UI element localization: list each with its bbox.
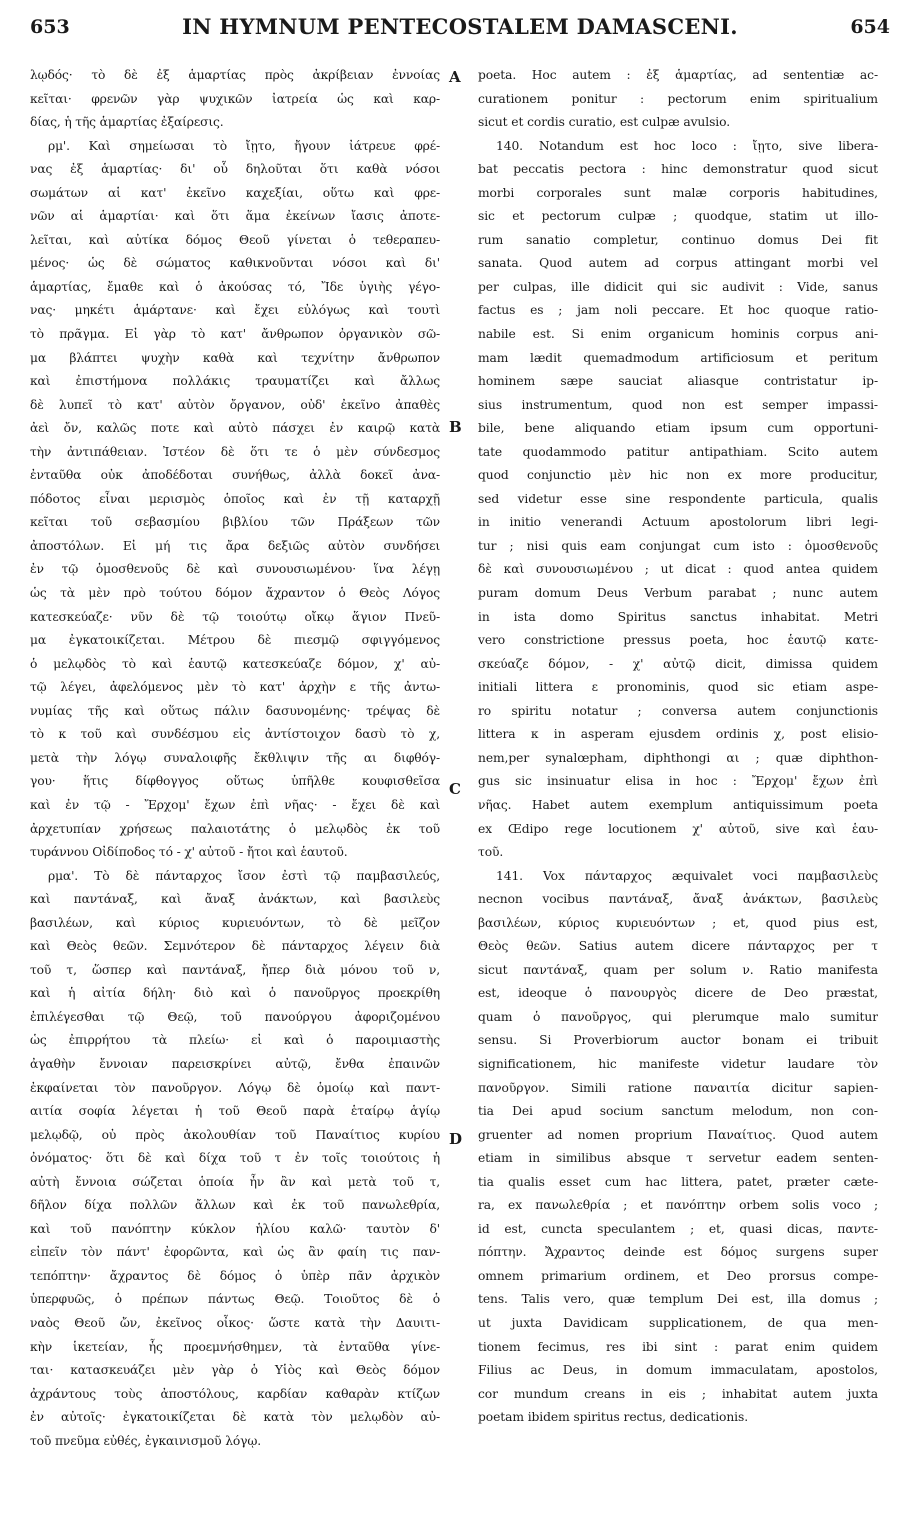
text-line: καὶ τοῦ πανόπτην κύκλον ἡλίου καλῶ· ταυτὸν δ' — [30, 1221, 440, 1236]
text-line: τοῦ τ, ὥσπερ καὶ παντάναξ, ἤπερ διὰ μόνου τοῦ ν, — [30, 962, 440, 977]
text-line: sius instrumentum, quod non est semper impassi- — [478, 397, 878, 412]
margin-marker-b: B — [449, 418, 462, 436]
text-line: tia Dei apud socium sanctum melodum, non con- — [478, 1104, 878, 1119]
text-line: 141. Vox πάνταρχος æquivalet voci παμβασιλεὺς — [496, 868, 878, 883]
text-line: tur ; nisi quis eam conjungat cum isto : ὁμοσθενοῦς — [478, 538, 878, 553]
text-line: μετὰ τὴν λόγῳ συναλοιφῆς ἔκθλιψιν τῆς αι διφθόγ- — [30, 750, 440, 765]
text-line: ἐν αὐτοῖς· ἐγκατοικίζεται δὲ κατὰ τὸν μελῳδὸν αὐ- — [30, 1410, 440, 1425]
text-line: sicut παντάναξ, quam per solum ν. Ratio manifesta — [478, 962, 878, 977]
text-line: littera κ in asperam ejusdem ordinis χ, post elisio- — [478, 727, 878, 742]
text-line: vero constrictione pressus poeta, hoc ἑαυτῷ κατε- — [478, 633, 878, 648]
text-line: tia qualis esset cum hac littera, patet, præter cæte- — [478, 1174, 878, 1189]
text-line: ἐκφαίνεται τὸν πανοῦργον. Λόγῳ δὲ ὁμοίῳ καὶ παντ- — [30, 1080, 440, 1095]
text-line: μα ἐγκατοικίζεται. Μέτρου δὲ πιεσμῷ σφιγγόμενος — [30, 633, 440, 648]
greek-text-column — [30, 64, 440, 1453]
text-line: nabile est. Si enim organicum hominis corpus ani- — [478, 327, 878, 342]
text-line: ὁ μελῳδὸς τὸ καὶ ἑαυτῷ κατεσκεύαζε δόμον, χ' αὐ- — [30, 656, 440, 671]
text-line: factus es ; jam noli peccare. Et hoc quoque ratio- — [478, 303, 878, 318]
text-line: δίας, ἡ τῆς ἁμαρτίας ἐξαίρεσις. — [30, 115, 224, 130]
text-line: quam ὁ πανοῦργος, qui plerumque malo sumitur — [478, 1009, 878, 1024]
text-line: in ista domo Spiritus sanctus inhabitat. Metri — [478, 609, 878, 624]
text-line: ut juxta Davidicam supplicationem, de qua men- — [478, 1315, 878, 1330]
text-line: εἰπεῖν τὸν πάντ' ἐφορῶντα, καὶ ὡς ἂν φαίη τις παν- — [30, 1245, 440, 1260]
text-line: poeta. Hoc autem : ἐξ ἁμαρτίας, ad sententiæ ac- — [478, 68, 878, 82]
margin-marker-d: D — [449, 1130, 463, 1148]
text-line: id est, cuncta speculantem ; et, quasi dicas, παντε- — [478, 1221, 878, 1236]
text-line: ὡς ἐπιρρήτου τὰ πλείω· εἰ καὶ ὁ παροιμιαστὴς — [30, 1033, 440, 1048]
text-line: in initio venerandi Actuum apostolorum libri legi- — [478, 515, 878, 530]
text-line: τὸ πρᾶγμα. Εἰ γὰρ τὸ κατ' ἄνθρωπον ὀργανικὸν σῶ- — [30, 327, 440, 342]
text-line: βασιλέων, καὶ κύριος κυριευόντων, τὸ δὲ μεῖζον — [30, 915, 440, 930]
text-line: poetam ibidem spiritus rectus, dedicationis. — [478, 1410, 749, 1425]
text-line: δῆλον δίχα πολλῶν ἄλλων καὶ ἐκ τοῦ πανωλεθρία, — [30, 1198, 440, 1213]
text-line: τεπόπτην· ἄχραντος δὲ δόμος ὁ ὑπὲρ πᾶν ἀρχικὸν — [30, 1268, 440, 1283]
text-line: bile, bene aliquando etiam ipsum cum opportuni- — [478, 421, 878, 436]
text-line: πανοῦργον. Simili ratione παναιτία dicitur sapien- — [478, 1080, 878, 1095]
text-line: κατεσκεύαζε· νῦν δὲ τῷ τοιούτῳ οἴκῳ ἅγιον Πνεῦ- — [30, 609, 440, 624]
text-line: sensu. Si Proverbiorum auctor bonam ei tribuit — [478, 1033, 878, 1048]
text-line: ἀγαθὴν ἔννοιαν παρεισκρίνει αὐτῷ, ἔνθα ἐπαινῶν — [30, 1056, 440, 1071]
text-line: tionem fecimus, res ibi sint : parat enim quidem — [478, 1339, 878, 1354]
text-line: cor mundum creans in eis ; inhabitat autem juxta — [478, 1386, 878, 1401]
text-line: νῆας. Habet autem exemplum antiquissimum poeta — [478, 797, 878, 812]
text-line: νῶν αἱ ἁμαρτίαι· καὶ ὅτι ἅμα ἐκείνων ἴασις ἀποτε- — [30, 209, 440, 224]
text-line: τῷ λέγει, ἀφελόμενος μὲν τὸ κατ' ἀρχὴν ε τῆς ἀντω- — [30, 680, 440, 695]
text-line: rum sanatio completur, continuo domus Dei fit — [478, 232, 878, 247]
text-line: gruenter ad nomen proprium Παναίτιος. Quod autem — [478, 1127, 878, 1142]
text-line: sicut et cordis curatio, est culpæ avulsio. — [478, 115, 731, 130]
text-line: τὴν ἀντιπάθειαν. Ἰστέον δὲ ὅτι τε ὁ μὲν σύνδεσμος — [30, 444, 440, 459]
text-line: καὶ παντάναξ, καὶ ἄναξ ἀνάκτων, καὶ βασιλεὺς — [30, 892, 440, 907]
text-line: tens. Talis vero, quæ templum Dei est, illa domus ; — [478, 1292, 878, 1307]
text-line: πόδοτος εἶναι μερισμὸς ὁποῖος καὶ ἐν τῇ καταρχῇ — [30, 491, 440, 506]
latin-text-column — [478, 64, 878, 1430]
text-line: τοῦ πνεῦμα εὐθές, ἐγκαινισμοῦ λόγῳ. — [30, 1433, 261, 1448]
text-line: δὲ καὶ συνουσιωμένου ; ut dicat : quod antea quidem — [478, 562, 878, 577]
text-line: ρμα'. Τὸ δὲ πάνταρχος ἴσον ἐστὶ τῷ παμβασιλεύς, — [48, 868, 440, 883]
text-line: σωμάτων αἱ κατ' ἐκεῖνο καχεξίαι, οὕτω καὶ φρε- — [30, 185, 440, 200]
text-line: ἀρχετυπίαν χρήσεως παλαιοτάτης ὁ μελῳδὸς ἐκ τοῦ — [30, 821, 440, 836]
text-line: ὡς τὰ μὲν πρὸ τούτου δόμον ἄχραντον ὁ Θεὸς Λόγος — [30, 586, 440, 601]
text-line: ἀεὶ ὄν, καλῶς ποτε καὶ αὐτὸ πάσχει ἐν καιρῷ κατὰ — [30, 421, 440, 436]
text-line: significationem, hic manifeste videtur laudare τὸν — [478, 1056, 878, 1071]
text-line: μελῳδῷ, οὐ πρὸς ἀκολουθίαν τοῦ Παναίτιος κυρίου — [30, 1127, 440, 1142]
text-line: morbi corporales sunt malæ corporis habitudines, — [478, 185, 878, 200]
text-line: νυμίας τῆς καὶ οὕτως πάλιν δασυνομένης· τρέψας δὲ — [30, 703, 440, 718]
text-line: ἀποστόλων. Εἰ μή τις ἄρα δεξιῶς αὐτὸν συνδήσει — [30, 538, 440, 553]
text-line: hominem sæpe sauciat aliasque contristatur ip- — [478, 374, 878, 389]
text-line: ex Œdipo rege locutionem χ' αὐτοῦ, sive καὶ ἑαυ- — [478, 821, 878, 836]
text-line: bat peccatis pectora : hinc demonstratur quod sicut — [478, 162, 878, 177]
text-line: Θεὸς θεῶν. Satius autem dicere πάνταρχος per τ — [478, 939, 878, 954]
text-line: νας· μηκέτι ἁμάρτανε· καὶ ἔχει εὐλόγως καὶ τουτὶ — [30, 303, 440, 318]
text-line: ναὸς Θεοῦ ὤν, ἐκεῖνος οἶκος· ὥστε κατὰ τὴν Δαυιτι- — [30, 1315, 440, 1330]
text-line: sed videtur esse sine respondente particula, qualis — [478, 491, 878, 506]
text-line: μα βλάπτει ψυχὴν καθὰ καὶ τεχνίτην ἄνθρωπον — [30, 350, 440, 365]
text-line: initiali littera ε pronominis, quod sic etiam aspe- — [478, 680, 878, 695]
text-line: ἀχράντους τοὺς ἀποστόλους, καρδίαν καθαρὰν κτίζων — [30, 1386, 440, 1401]
text-line: σκεύαζε δόμον, - χ' αὐτῷ dicit, dimissa quidem — [478, 656, 878, 671]
text-line: ται· κατασκευάζει μὲν γὰρ ὁ Υἱὸς καὶ Θεὸς δόμον — [30, 1363, 440, 1378]
text-line: ro spiritu notatur ; conversa autem conjunctionis — [478, 703, 878, 718]
text-line: κὴν ἱκετείαν, ἧς προεμνήσθημεν, τὰ ἐνταῦθα γίνε- — [30, 1339, 440, 1354]
margin-marker-c: C — [449, 780, 461, 798]
text-line: λεῖται, καὶ αὐτίκα δόμος Θεοῦ γίνεται ὁ τεθεραπευ- — [30, 232, 440, 247]
text-line: αιτία σοφία λέγεται ἡ τοῦ Θεοῦ παρὰ ἑταίρῳ ἁγίῳ — [30, 1104, 440, 1119]
text-line: ὑπερφυῶς, ὁ πρέπων πάντως Θεῷ. Τοιοῦτος δὲ ὁ — [30, 1292, 440, 1307]
text-line: κεῖται· φρενῶν γὰρ ψυχικῶν ἰατρεία ὡς καὶ καρ- — [30, 91, 440, 106]
text-line: γου· ἥτις δίφθογγος οὕτως ὑπῆλθε κουφισθεῖσα — [30, 774, 440, 789]
text-line: δὲ λυπεῖ τὸ κατ' αὐτὸν ὄργανον, οὐδ' ἐκεῖνο ἀπαθὲς — [30, 397, 440, 412]
page-number-left: 653 — [30, 16, 70, 38]
text-line: καὶ ἐν τῷ - Ἔρχομ' ἔχων ἐπὶ νῆας· - ἔχει δὲ καὶ — [30, 797, 440, 812]
text-line: quod conjunctio μὲν hic non ex more producitur, — [478, 468, 878, 483]
text-line: ρμ'. Καὶ σημείωσαι τὸ ἴῃτο, ἤγουν ἰάτρευε φρέ- — [48, 138, 440, 153]
text-line: βασιλέων, κύριος κυριευόντων ; et, quod pius est, — [478, 915, 878, 930]
text-line: per culpas, ille didicit qui sic audivit : Vide, sanus — [478, 279, 878, 294]
text-line: ἁμαρτίας, ἔμαθε καὶ ὁ ἀκούσας τό, Ἴδε ὑγιὴς γέγο- — [30, 279, 440, 294]
text-line: τὸ κ τοῦ καὶ συνδέσμου εἰς ἀντίστοιχον δασὺ τὸ χ, — [30, 727, 440, 742]
text-line: μένος· ὡς δὲ σώματος καθικνοῦνται νόσοι καὶ δι' — [30, 256, 440, 271]
text-line: ἐνταῦθα οὐκ ἀποδέδοται συνήθως, ἀλλὰ δοκεῖ ἀνα- — [30, 468, 440, 483]
text-line: est, ideoque ὁ πανουργὸς dicere de Deo præstat, — [478, 986, 878, 1001]
text-line: τοῦ. — [478, 845, 504, 860]
text-line: sic et pectorum culpæ ; quodque, statim ut illo- — [478, 209, 878, 224]
text-line: αὐτὴ ἔννοια σώζεται ὁποία ἦν ἂν καὶ μετὰ τοῦ τ, — [30, 1174, 440, 1189]
text-line: curationem ponitur : pectorum enim spiritualium — [478, 91, 878, 106]
text-line: sanata. Quod autem ad corpus attingant morbi vel — [478, 256, 878, 271]
running-title: IN HYMNUM PENTECOSTALEM DAMASCENI. — [182, 14, 738, 39]
text-line: etiam in similibus absque τ servetur eadem senten- — [478, 1151, 878, 1166]
text-line: necnon vocibus παντάναξ, ἄναξ ἀνάκτων, βασιλεὺς — [478, 892, 878, 907]
page-header — [30, 14, 890, 48]
text-line: puram domum Deus Verbum parabat ; nunc autem — [478, 586, 878, 601]
margin-marker-a: A — [449, 68, 461, 86]
text-line: πόπτην. Ἄχραντος deinde est δόμος surgens super — [478, 1245, 878, 1260]
text-line: nem,per synalœpham, diphthongi αι ; quæ diphthon- — [478, 750, 878, 765]
text-line: καὶ ἡ αἰτία δήλη· διὸ καὶ ὁ πανοῦργος προεκρίθη — [30, 986, 440, 1001]
text-line: τυράννου Οἰδίποδος τό - χ' αὐτοῦ - ἤτοι καὶ ἑαυτοῦ. — [30, 845, 348, 860]
text-line: κεῖται τοῦ σεβασμίου βιβλίου τῶν Πράξεων τῶν — [30, 515, 440, 530]
text-line: mam lædit quemadmodum artificiosum et peritum — [478, 350, 878, 365]
text-line: omnem primarium ordinem, et Deo prorsus compe- — [478, 1268, 878, 1283]
text-line: 140. Notandum est hoc loco : ἴῃτο, sive libera- — [496, 138, 878, 153]
text-line: ἐπιλέγεσθαι τῷ Θεῷ, τοῦ πανούργου ἀφοριζομένου — [30, 1009, 440, 1024]
text-line: ὀνόματος· ὅτι δὲ καὶ δίχα τοῦ τ ἐν τοῖς τοιούτοις ἡ — [30, 1151, 440, 1166]
text-line: ἐν τῷ ὁμοσθενοῦς δὲ καὶ συνουσιωμένου· ἵνα λέγῃ — [30, 562, 440, 577]
text-line: καὶ Θεὸς θεῶν. Σεμνότερον δὲ πάνταρχος λέγειν διὰ — [30, 939, 440, 954]
page-number-right: 654 — [850, 16, 890, 38]
text-line: ra, ex πανωλεθρία ; et πανόπτην orbem solis voco ; — [478, 1198, 878, 1213]
text-line: gus sic insinuatur elisa in hoc : Ἔρχομ' ἔχων ἐπὶ — [478, 774, 878, 789]
text-line: tate quodammodo patitur antipathiam. Scito autem — [478, 444, 878, 459]
text-line: καὶ ἐπιστήμονα πολλάκις τραυματίζει καὶ ἄλλως — [30, 374, 440, 389]
text-line: λῳδός· τὸ δὲ ἐξ ἁμαρτίας πρὸς ἀκρίβειαν ἐννοίας — [30, 68, 440, 82]
text-line: νας ἐξ ἁμαρτίας· δι' οὗ δηλοῦται ὅτι καθὰ νόσοι — [30, 162, 440, 177]
text-line: Filius ac Deus, in domum immaculatam, apostolos, — [478, 1363, 878, 1378]
